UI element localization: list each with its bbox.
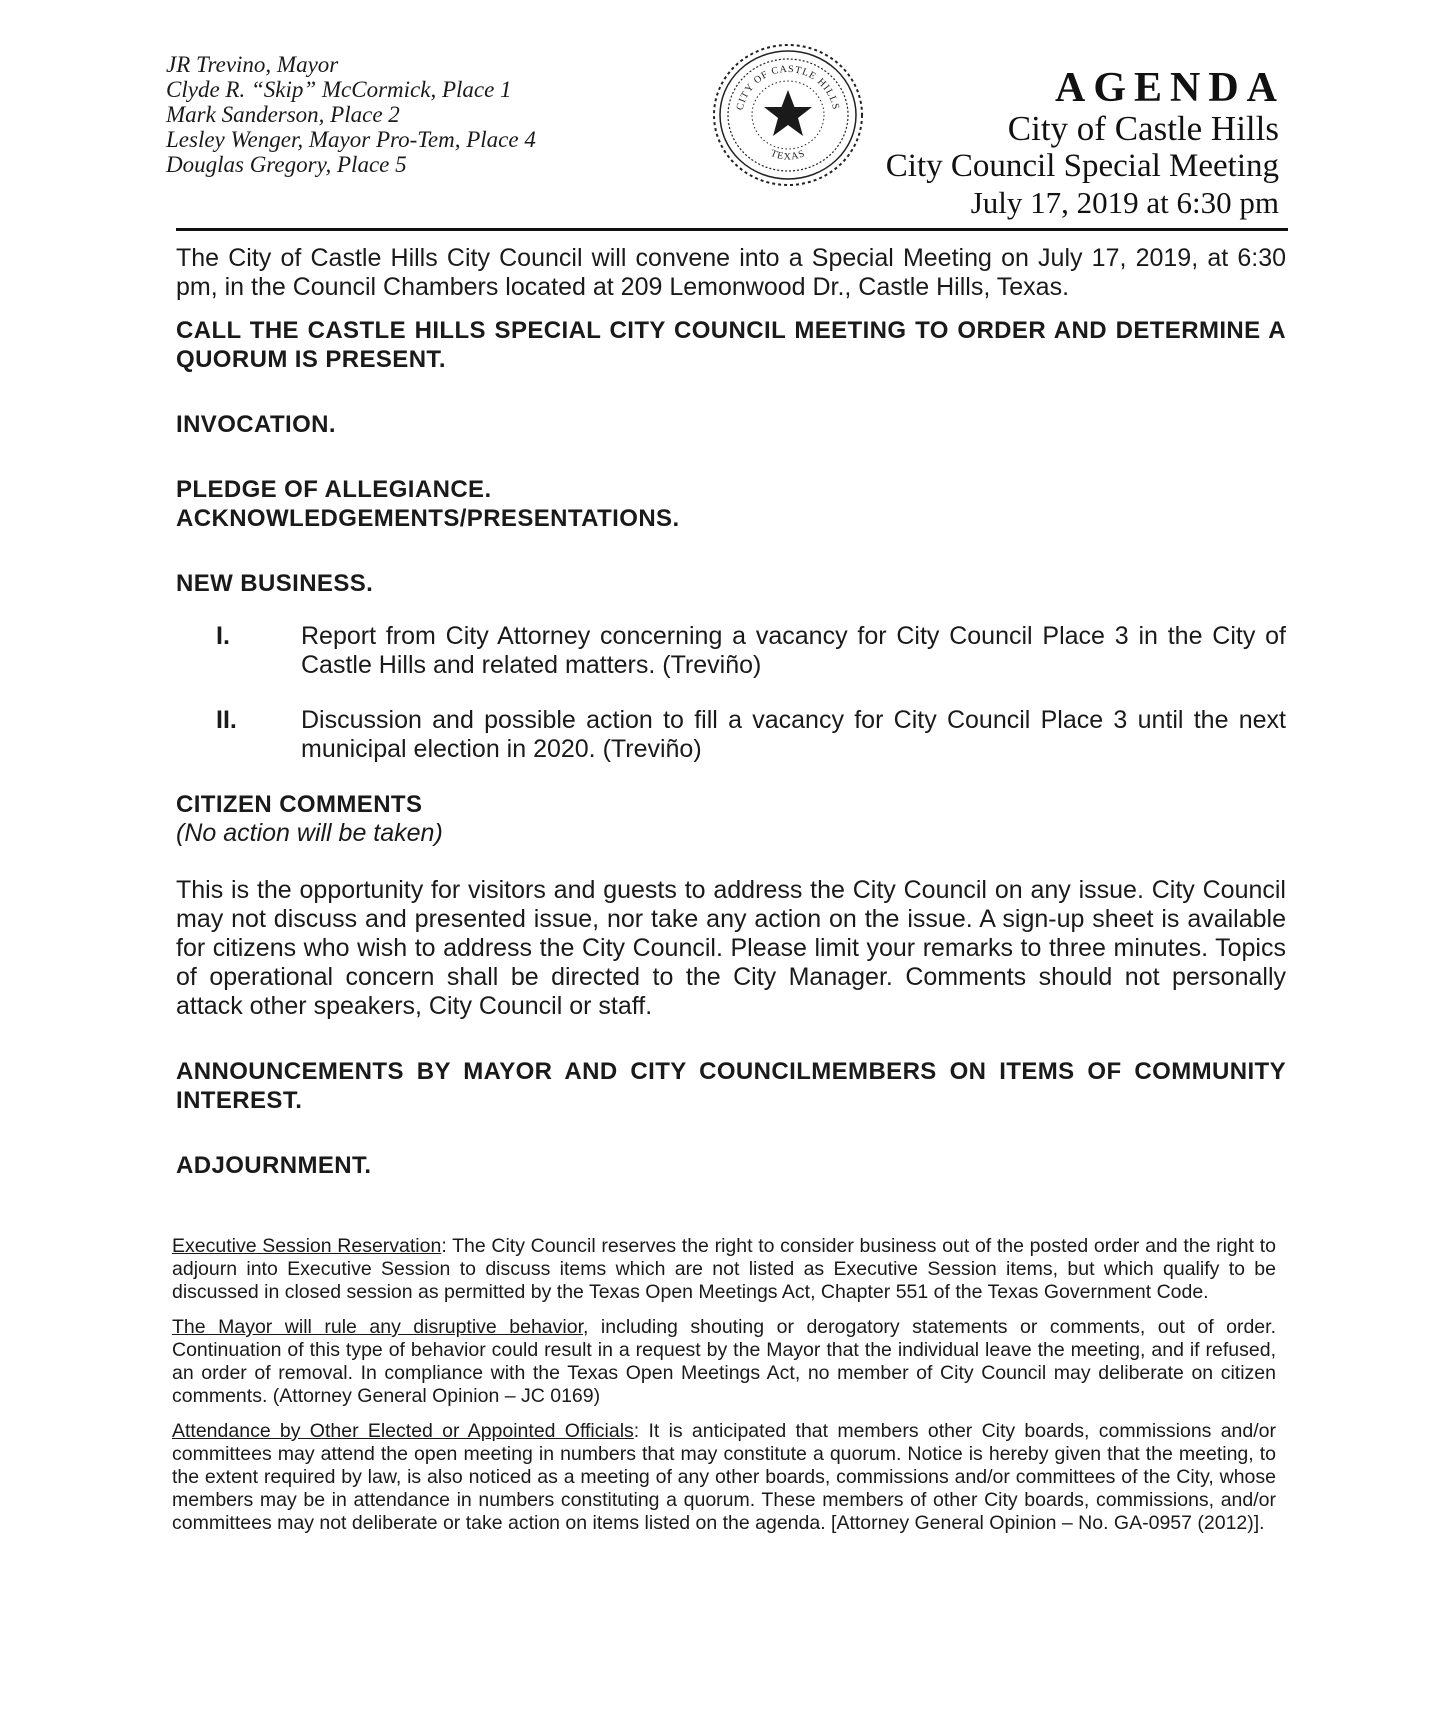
note-text: including shouting or derogatory statements or comments, out of order. Continuation of this type of behavior could result in a request by the Mayor that the individual leave the meeting, and if refused, an order of removal. In compliance with the Texas Open Meetings Act, no member of City Council may deliberate on citizen comments. (Attorney General Opinion – JC 0169) — [172, 1316, 1276, 1407]
citizen-comments-text: This is the opportunity for visitors and guests to address the City Council on any issue. City Council may not discuss and presented issue, nor take any action on the issue. A sign-up sheet is available for citizens who wish to address the City Council. Please limit your remarks to three minutes. Topics of operational concern shall be directed to the City Manager. Comments should not personally attack other speakers, City Council or staff. — [176, 876, 1286, 1020]
item-number: II. — [216, 706, 237, 734]
acknowledgements-heading: ACKNOWLEDGEMENTS/PRESENTATIONS. — [176, 505, 680, 532]
note-label: Attendance by Other Elected or Appointed Officials — [172, 1420, 634, 1442]
seal-top-text: CITY OF CASTLE HILLS — [734, 63, 842, 112]
agenda-title-block — [885, 65, 1285, 221]
city-name: City of Castle Hills — [1007, 109, 1279, 148]
new-business-heading: NEW BUSINESS. — [176, 570, 374, 597]
agenda-body — [176, 244, 1286, 1180]
council-member: Clyde R. “Skip” McCormick, Place 1 — [166, 77, 512, 102]
note-attendance: Attendance by Other Elected or Appointed Officials: It is anticipated that members other City boards, commissions and/or committees may attend the open meeting in numbers that may constitute a quorum. Notice is hereby given that the meeting, to the extent required by law, is also noticed as a meeting of any other boards, commissions and/or committees of the City, whose members may be in attendance in numbers constituting a quorum. These members of other City boards, commissions, and/or committees may not deliberate or take action on items listed on the agenda. [Attorney General Opinion – No. GA-0957 (2012)]. — [172, 1420, 1276, 1534]
city-seal-icon — [708, 40, 868, 190]
meeting-type: City Council Special Meeting — [885, 148, 1279, 184]
intro-paragraph: The City of Castle Hills City Council will convene into a Special Meeting on July 17, 2019, at 6:30 pm, in the Council Chambers located at 209 Lemonwood Dr., Castle Hills, Texas. — [176, 244, 1286, 301]
item-text: Report from City Attorney concerning a vacancy for City Council Place 3 in the City of Castle Hills and related matters. (Treviño) — [301, 622, 1286, 679]
item-text: Discussion and possible action to fill a vacancy for City Council Place 3 until the next municipal election in 2020. (Treviño) — [301, 706, 1286, 763]
council-member: Mark Sanderson, Place 2 — [166, 102, 400, 127]
announcements-heading: ANNOUNCEMENTS BY MAYOR AND CITY COUNCILMEMBERS ON ITEMS OF COMMUNITY INTEREST. — [176, 1058, 1286, 1114]
council-member: Douglas Gregory, Place 5 — [166, 152, 407, 177]
item-number: I. — [216, 622, 230, 650]
citizen-comments-note: (No action will be taken) — [176, 819, 443, 847]
note-text: It is anticipated that members other City boards, commissions and/or committees may attend the open meeting in numbers that may constitute a quorum. Notice is hereby given that the meeting, to the extent required by law, is also noticed as a meeting of any other boards, commissions and/or committees of the City, whose members may be in attendance in numbers constituting a quorum. These members of other City boards, commissions, and/or committees may not deliberate or take action on items listed on the agenda. [Attorney General Opinion – No. GA-0957 (2012)]. — [172, 1420, 1276, 1534]
meeting-date: July 17, 2019 at 6:30 pm — [970, 185, 1279, 220]
pledge-heading: PLEDGE OF ALLEGIANCE. — [176, 476, 492, 503]
citizen-comments-heading: CITIZEN COMMENTS — [176, 791, 423, 818]
new-business-list — [176, 622, 1286, 764]
invocation-heading: INVOCATION. — [176, 411, 336, 438]
note-label: The Mayor will rule any disruptive behavior — [172, 1316, 583, 1338]
agenda-title: AGENDA — [1054, 65, 1285, 111]
call-to-order-heading: CALL THE CASTLE HILLS SPECIAL CITY COUNCIL MEETING TO ORDER AND DETERMINE A QUORUM IS PRESENT. — [176, 317, 1286, 373]
seal-bottom-text: TEXAS — [768, 147, 808, 163]
svg-text:TEXAS — [769, 148, 807, 163]
council-member: Lesley Wenger, Mayor Pro-Tem, Place 4 — [166, 127, 536, 152]
note-label: Executive Session Reservation — [172, 1235, 442, 1257]
list-item — [176, 706, 1286, 764]
legal-notes — [172, 1235, 1276, 1547]
note-text: The City Council reserves the right to consider business out of the posted order and the right to adjourn into Executive Session to discuss items which are not listed as Executive Session items, but which qualify to be discussed in closed session as permitted by the Texas Open Meetings Act, Chapter 551 of the Texas Government Code. — [172, 1235, 1276, 1303]
council-members-list — [166, 52, 536, 177]
header-divider — [176, 228, 1288, 231]
note-disruptive-behavior: The Mayor will rule any disruptive behavior, including shouting or derogatory statements or comments, out of order. Continuation of this type of behavior could result in a request by the Mayor that the individual leave the meeting, and if refused, an order of removal. In compliance with the Texas Open Meetings Act, no member of City Council may deliberate on citizen comments. (Attorney General Opinion – JC 0169) — [172, 1316, 1276, 1407]
seal-star-icon — [764, 90, 812, 136]
council-member: JR Trevino, Mayor — [166, 52, 339, 77]
note-executive-session: Executive Session Reservation: The City Council reserves the right to consider business out of the posted order and the right to adjourn into Executive Session to discuss items which are not listed as Executive Session items, but which qualify to be discussed in closed session as permitted by the Texas Open Meetings Act, Chapter 551 of the Texas Government Code. — [172, 1235, 1276, 1303]
adjournment-heading: ADJOURNMENT. — [176, 1152, 372, 1179]
list-item — [176, 622, 1286, 680]
